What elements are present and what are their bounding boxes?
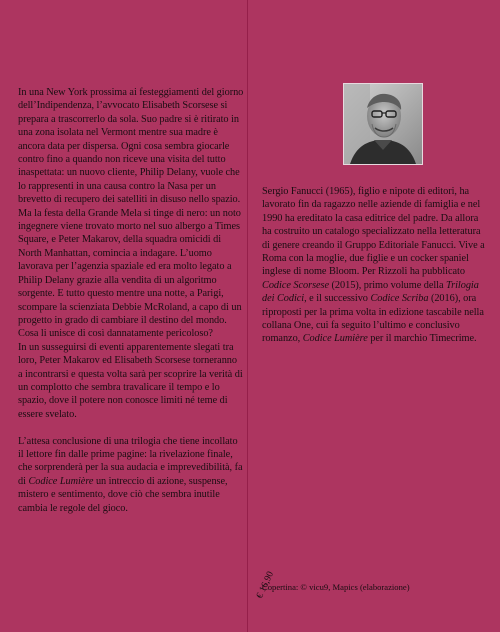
bio-book-title-2: Codice Scriba bbox=[370, 293, 429, 305]
author-bio bbox=[262, 185, 488, 346]
author-photo bbox=[343, 83, 423, 165]
author-portrait-image bbox=[344, 84, 422, 164]
bio-book-title-3: Codice Lumière bbox=[302, 333, 368, 345]
bio-text-5: per il marchio Timecrime. bbox=[367, 333, 477, 345]
synopsis-p3-text-end: un intreccio di azione, suspense, mistero e sentimento, dove ciò che sembra inutile cambia le regole del gioco. bbox=[18, 475, 228, 514]
bio-book-title-1: Codice Scorsese bbox=[262, 279, 330, 291]
synopsis-paragraph-1: In una New York prossima ai festeggiamenti del giorno dell’Indipendenza, l’avvocato Elisabeth Scorsese si prepara a trascorrerlo da sola. Suo padre si è ritirato in una zona isolata nel Vermont mentre sua madre è ancora data per dispersa. Ogni cosa sembra giocarle contro fino a quando non riceve una visita del tutto inaspettata: un nuovo cliente, Philip Delany, vuole che lo rappresenti in una causa contro la Nasa per un brevetto di recupero dei satelliti in disuso nello spazio. Ma la festa della Grande Mela si tinge di nero: un noto ingegnere viene trovato morto nel suo albergo a Times Square, e Peter Makarov, della squadra omicidi di North Manhattan, comincia a indagare. L’uomo lavorava per l’agenzia spaziale ed era molto legato a Philip Delany grazie alla vendita di un algoritmo sorgente. E tutto questo mentre una notte, a Parigi, scompare la scienziata Debbie McRoland, a capo di un progetto in grado di cambiare il destino del mondo. Cosa li unisce di così dannatamente pericoloso? bbox=[18, 87, 244, 340]
bio-text-2: (2015), primo volume della bbox=[329, 279, 447, 291]
bio-text-3: , e il successivo bbox=[304, 293, 371, 305]
cover-credit: Copertina: © vicu9, Mapics (elaborazione) bbox=[262, 582, 410, 592]
price-label: € 16,90 bbox=[255, 570, 277, 601]
author-bio-paragraph bbox=[262, 185, 488, 346]
bio-text-4: (2016), ora riproposti per la prima volta in edizione tascabile nella collana One, cui fa seguito l’ultimo e conclusivo romanzo, bbox=[262, 293, 484, 345]
synopsis-paragraph-3 bbox=[18, 435, 244, 515]
synopsis-text bbox=[18, 86, 244, 515]
bio-text-1: Sergio Fanucci (1965), figlio e nipote di editori, ha lavorato fin da ragazzo nelle aziende di famiglia e nel 1990 ha ereditato la casa editrice del padre. Da allora ha costruito un catalogo specializzato nella letteratura di genere creando il Gruppo Editoriale Fanucci. Vive a Roma con la moglie, due figlie e un cocker spaniel inglese di nome Bloom. Per Rizzoli ha pubblicato bbox=[262, 186, 485, 278]
bio-series-title: Trilogia dei Codici bbox=[262, 279, 479, 305]
synopsis-paragraph-2: In un susseguirsi di eventi apparentemente slegati tra loro, Peter Makarov ed Elisabeth Scorsese torneranno a incontrarsi e questa volta sarà per scoprire la verità di un complotto che sembra travalicare il tempo e lo spazio, dove il potere non conosce limiti né teme di essere svelato. bbox=[18, 341, 243, 420]
synopsis-p3-text: L’attesa conclusione di una trilogia che tiene incollato il lettore fin dalle prime pagine: la rivelazione finale, che sorprenderà per la sua audacia e imprevedibilità, fa di bbox=[18, 435, 243, 487]
synopsis-book-title: Codice Lumière bbox=[28, 475, 94, 487]
